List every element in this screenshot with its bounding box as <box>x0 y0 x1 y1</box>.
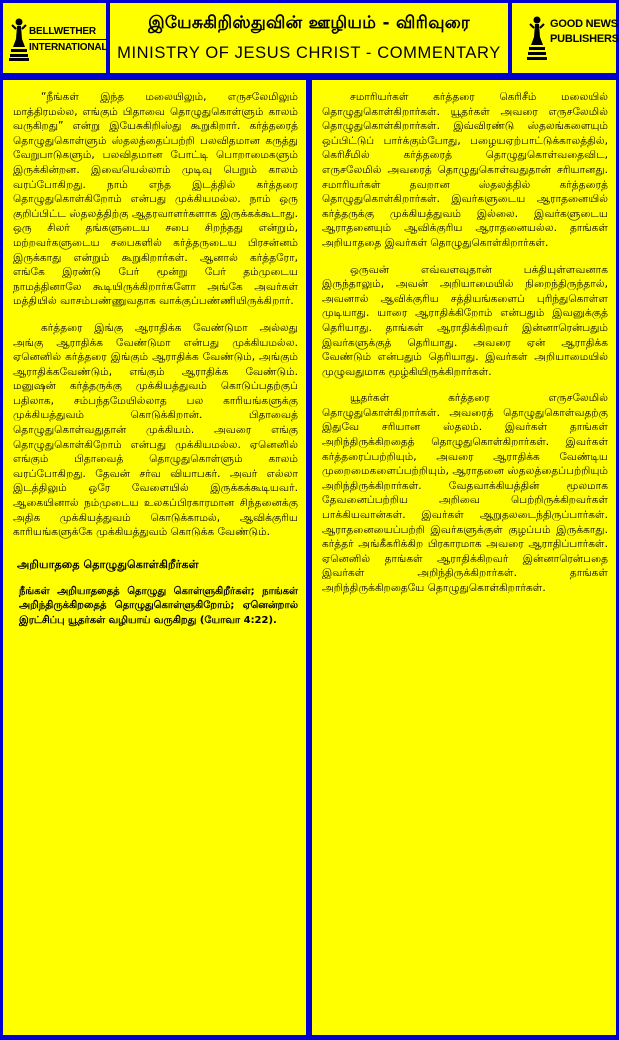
good-news-logo-line1: GOOD NEWS <box>550 18 618 30</box>
page-title-english: MINISTRY OF JESUS CHRIST - COMMENTARY <box>117 44 501 62</box>
good-news-logo-line2: PUBLISHERS <box>550 33 619 45</box>
good-news-logo-box <box>512 3 619 73</box>
right-paragraph-3: யூதர்கள் கர்த்தரை எருசலேமில் தொழுதுகொள்கிறார்கள். அவரைத் தொழுதுகொள்வதற்கு இதுவே சரியான ஸ்தலம். இவர்கள் தாங்கள் அறிந்திருக்கிறதைத் தொழுதுகொள்கிறார்கள். இவர்கள் கர்த்தரைப்பற்றியும், அவரை ஆராதிக்க வேண்டிய முறைமைகளைப்பற்றியும், ஆராதனை ஸ்தலத்தைப்பற்றியும் அறிந்திருக்கிறார்கள். வேதவாக்கியத்தின் மூலமாக தேவனைப்பற்றிய அறிவை பெற்றிருக்கிறவர்கள் பாக்கியவான்கள். இவர்கள் ஆறுதலடைந்திருப்பார்கள். ஆராதனையைப்பற்றி இவர்களுக்குள் குழப்பம் இருக்காது. கர்த்தர் அங்கீகரிக்கிற பிரகாரமாக அவரை ஆராதிப்பார்கள். ஏனெனில் தாங்கள் ஆராதிக்கிறவர் இன்னாரென்பதை இவர்கள் அறிந்திருக்கிறார்கள். தாங்கள் அறிந்திருக்கிறதையே தொழுதுகொள்கிறார்கள். <box>322 392 608 594</box>
bellwether-logo-line2: INTERNATIONAL <box>29 39 107 54</box>
bellwether-logo-box <box>3 3 106 73</box>
bellwether-logo-icon <box>9 17 29 61</box>
bellwether-logo-line1: BELLWETHER <box>29 26 96 37</box>
left-paragraph-2: கர்த்தரை இங்கு ஆராதிக்க வேண்டுமா அல்லது அங்கு ஆராதிக்க வேண்டுமா என்பது முக்கியமல்ல. ஏனெனில் கர்த்தரை இங்கும் ஆராதிக்க வேண்டும், அங்கும் ஆராதிக்கவேண்டும், எங்கும் ஆராதிக்க வேண்டும். மனுஷன் கர்த்தருக்கு முக்கியத்துவம் கொடுப்பதற்குப் பதிலாக, சம்பந்தமேயில்லாத பல காரியங்களுக்கு முக்கியத்துவம் கொடுக்கிறான். பிதாவைத் தொழுதுகொள்வதுதான் முக்கியம். அவரை எங்கு தொழுதுகொள்கிறோம் என்பது முக்கியமல்ல. ஏனெனில் எங்கும் பிதாவைத் தொழுதுகொள்ளும் காலம் வரப்போகிறது. தேவன் சர்வ வியாபகர். அவர் எல்லா இடத்திலும் ஒரே வேளையில் இருக்கக்கூடியவர். ஆகையினால் நம்முடைய உலகப்பிரகாரமான சிந்தனைக்கு அதிக முக்கியத்துவம் கொடுக்காமல், ஆவிக்குரிய காரியங்களுக்கே முக்கியத்துவம் கொடுக்க வேண்டும். <box>13 321 298 539</box>
section-heading: அறியாததை தொழுதுகொள்கிறீர்கள் <box>17 557 199 571</box>
right-paragraph-1: சமாரியர்கள் கர்த்தரை கெரிசீம் மலையில் தொழுதுகொள்கிறார்கள். யூதர்கள் அவரை எருசலேமில் தொழுதுகொள்கிறார்கள். இவ்விரண்டு ஸ்தலங்களையும் ஒப்பிட்டுப் பார்க்கும்போது, பழையஏற்பாட்டுக்காலத்தில், கெரிசீமில் கர்த்தரைத் தொழுதுகொள்வதைவிட, எருசலேமில் அவரைத் தொழுதுகொள்வதுதான் சரியானது. சமாரியர்கள் தவறான ஸ்தலத்தில் கர்த்தரைத் தொழுதுகொள்கிறார்கள். இவர்களுடைய ஆராதனையில் கர்த்தருக்கு முக்கியத்துவம் இல்லை. இவர்களுடைய ஆராதனையும் ஆவிக்குரிய ஆராதனையல்ல. தாங்கள் அறியாததை இவர்கள் தொழுதுகொள்கிறார்கள். <box>322 91 608 249</box>
left-column <box>3 80 306 1035</box>
good-news-logo-icon <box>526 15 548 61</box>
left-paragraph-1: “நீங்கள் இந்த மலையிலும், எருசலேமிலும் மாத்திரமல்ல, எங்கும் பிதாவை தொழுதுகொள்ளும் காலம் வருகிறது” என்று இயேசுகிறிஸ்து கூறுகிறார். கர்த்தரைத் தொழுதுகொள்ளும் ஸ்தலத்தைப்பற்றி பலவிதமான கருத்து வேறுபாடுகளும், பலவிதமான போட்டி பொறாமைகளும் இருக்கின்றன. இவையெல்லாம் முடிவு பெறும் காலம் வரப்போகிறது. நாம் எந்த இடத்தில் கர்த்தரை தொழுதுகொள்கிறோம் என்பது முக்கியமல்ல. நாம் ஒரு குறிப்பிட்ட ஸ்தலத்திற்கு ஆதரவாளர்களாக இருக்கக்கூடாது. ஒரு சிலர் தங்களுடைய சபை சிறந்தது என்றும், மற்றவர்களுடைய சபைகளில் கர்த்தருடைய பிரசன்னம் இருக்காது என்றும் கூறுகிறார்கள். ஆனால் கர்த்தரோ, எங்கே இரண்டு பேர் மூன்று பேர் தம்முடைய நாமத்தினாலே கூடியிருக்கிறார்களோ அங்கே அவர்கள் மத்தியில் வாசம்பண்ணுவதாக வாக்குப்பண்ணியிருக்கிறார். <box>13 91 298 308</box>
right-column <box>312 80 616 1035</box>
right-paragraph-2: ஒருவன் எவ்வளவுதான் பக்தியுள்ளவனாக இருந்தாலும், அவன் அறியாமையில் நிறைந்திருந்தால், அவனால் ஆவிக்குரிய சத்தியங்களைப் புரிந்துகொள்ள முடியாது. யாரை ஆராதிக்கிறோம் என்பதும் இவனுக்குத் தெரியாது. தாங்கள் ஆராதிக்கிறவர் இன்னாரென்பதும் இவர்களுக்குத் தெரியாது. அவரை ஏன் ஆராதிக்க வேண்டும் என்பதும் தெரியாது. இவர்கள் அறியாமையில் முழுவதுமாக மூழ்கியிருக்கிறார்கள். <box>322 263 608 378</box>
scripture-quote: நீங்கள் அறியாததைத் தொழுது கொள்ளுகிறீர்கள்; நாங்கள் அறிந்திருக்கிறதைத் தொழுதுகொள்ளுகிறோம்; ஏனென்றால் இரட்சிப்பு யூதர்கள் வழியாய் வருகிறது (யோவா 4:22). <box>19 585 298 626</box>
page-title-tamil: இயேசுகிறிஸ்துவின் ஊழியம் - விரிவுரை <box>148 13 470 33</box>
title-box <box>110 3 508 73</box>
